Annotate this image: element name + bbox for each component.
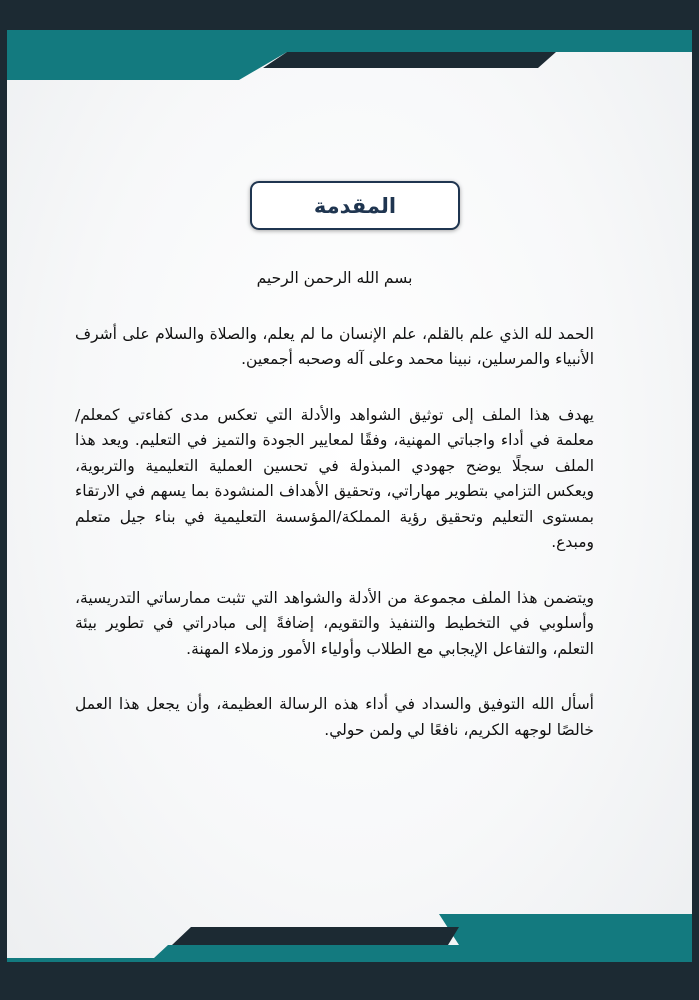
paragraph-purpose: يهدف هذا الملف إلى توثيق الشواهد والأدلة التي تعكس مدى كفاءتي كمعلم/معلمة في أداء واجباتي المهنية، وفقًا لمعايير الجودة والتميز في التعليم. ويعد هذا الملف سجلًا يوضح جهودي المبذولة في تحسين العملية التعليمية والتربوية، ويعكس التزامي بتطوير مهاراتي، وتحقيق الأهداف المنشودة بما يسهم في الارتقاء بمستوى التعليم وتحقيق رؤية المملكة/المؤسسة التعليمية في بناء جيل متعلم ومبدع. xyxy=(75,405,594,551)
document-page xyxy=(7,0,692,993)
bottom-dark-band xyxy=(7,962,692,993)
title-frame xyxy=(250,181,460,230)
paragraph-contents: ويتضمن هذا الملف مجموعة من الأدلة والشواهد التي تثبت ممارساتي التدريسية، وأسلوبي في التخطيط والتنفيذ والتقويم، إضافةً إلى مبادراتي في تطوير بيئة التعلم، والتفاعل الإيجابي مع الطلاب وأولياء الأمور وزملاء المهنة. xyxy=(75,588,594,658)
document-body xyxy=(75,266,594,743)
top-navy-stripe xyxy=(263,52,556,68)
paragraph-opening: الحمد لله الذي علم بالقلم، علم الإنسان ما لم يعلم، والصلاة والسلام على أشرف الأنبياء والمرسلين، نبينا محمد وعلى آله وصحبه أجمعين. xyxy=(75,324,594,368)
paragraph-closing: أسأل الله التوفيق والسداد في أداء هذه الرسالة العظيمة، وأن يجعل هذا العمل خالصًا لوجهه الكريم، نافعًا لي ولمن حولي. xyxy=(75,695,594,739)
page-title: المقدمة xyxy=(313,193,397,218)
basmala: بسم الله الرحمن الرحيم xyxy=(256,269,413,287)
bottom-navy-stripe xyxy=(172,927,459,945)
top-dark-band xyxy=(7,0,692,30)
